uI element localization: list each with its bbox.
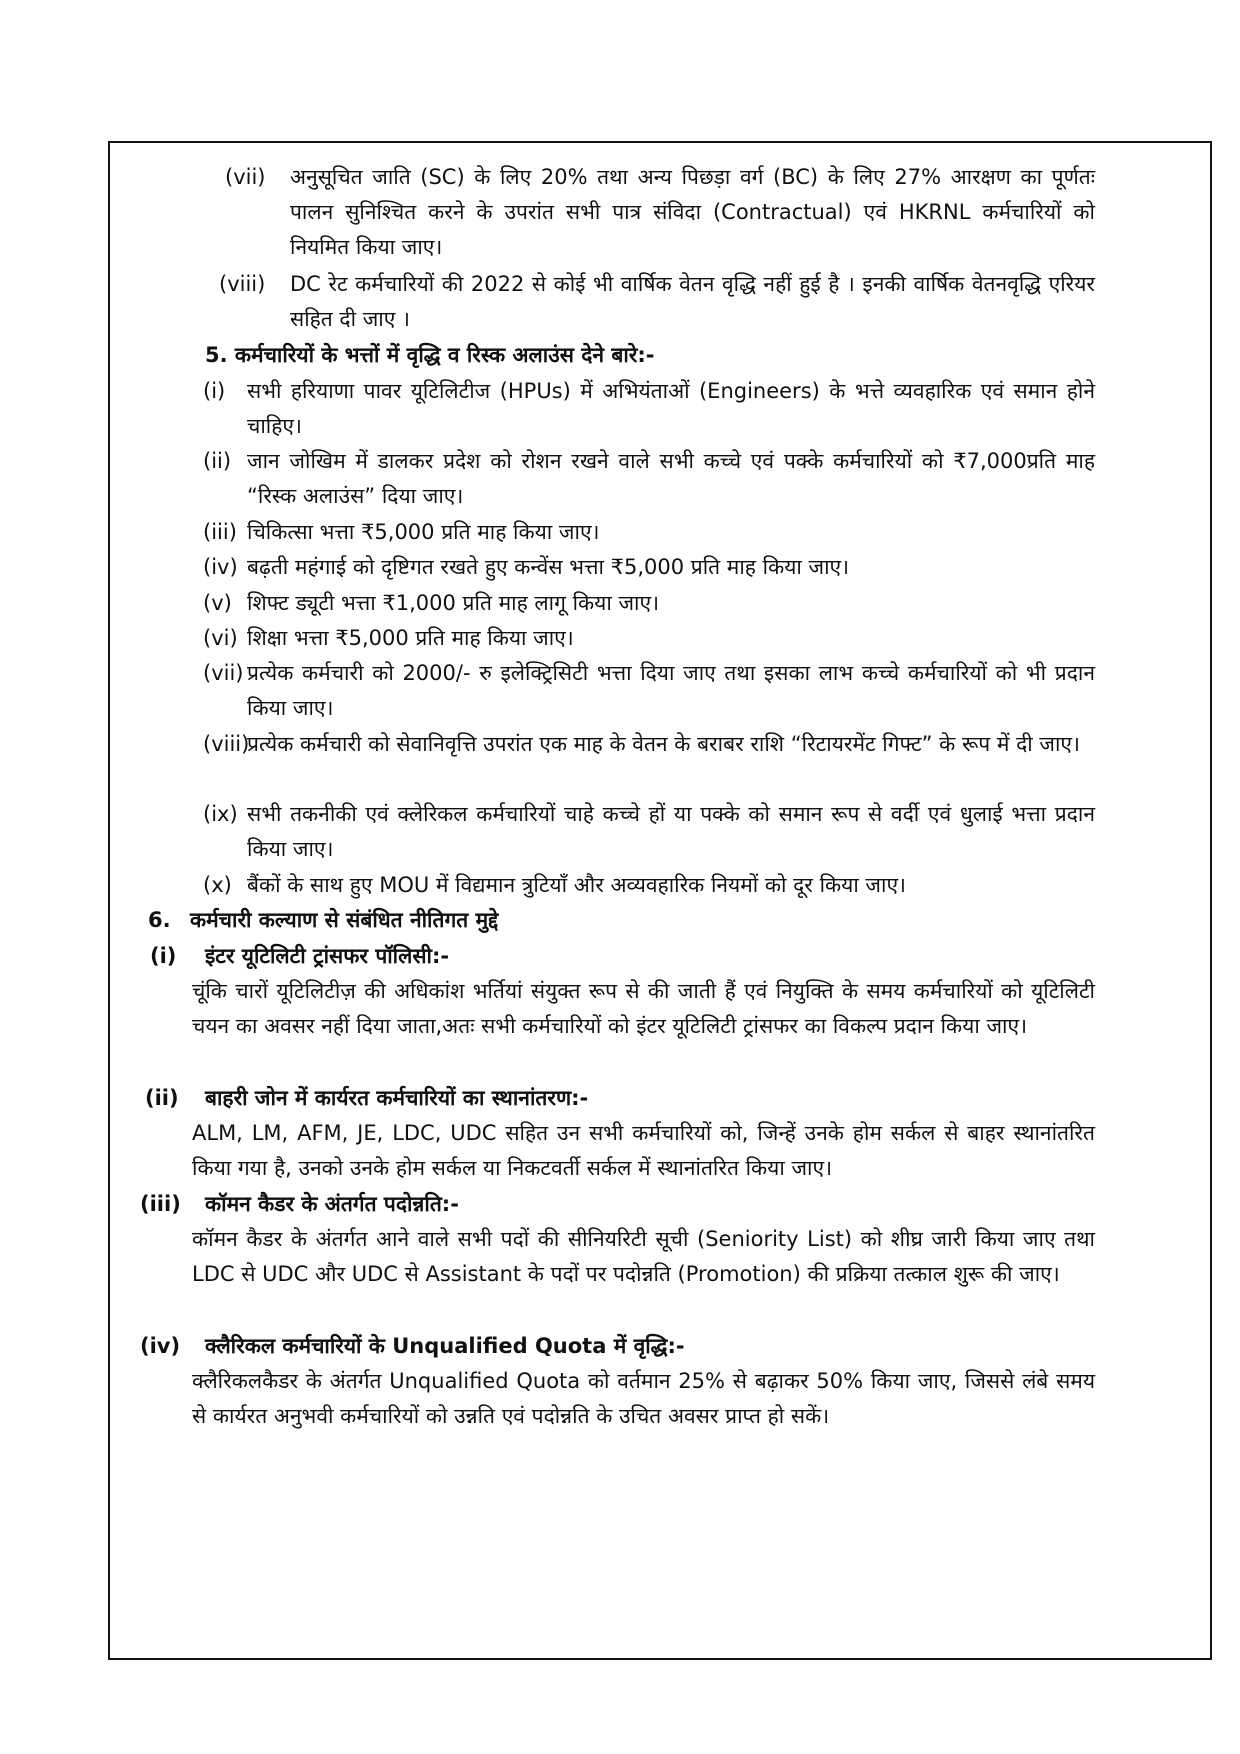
item-number: (v) (203, 591, 232, 615)
item-number: (vii) (203, 661, 244, 685)
section-6-heading: कर्मचारी कल्याण से संबंधित नीतिगत मुद्दे (190, 908, 499, 932)
item-number: (i) (150, 944, 177, 968)
item-number: (viii) (219, 272, 266, 296)
item-text: चिकित्सा भत्ता ₹5,000 प्रति माह किया जाए। (247, 520, 600, 544)
item-number: (iii) (203, 520, 237, 544)
subsection-text: कॉमन कैडर के अंतर्गत आने वाले सभी पदों की सीनियरिटी सूची (Seniority List) को शीघ्र जारी किया जाए तथा LDC से UDC और UDC से Assistant के पदों पर पदोन्नति (Promotion) की प्रक्रिया तत्काल शुरू की जाए। (192, 1227, 1095, 1286)
item-text: बढ़ती महंगाई को दृष्टिगत रखते हुए कन्वेंस भत्ता ₹5,000 प्रति माह किया जाए। (247, 555, 850, 579)
subsection-text: क्लैरिकलकैडर के अंतर्गत Unqualified Quota को वर्तमान 25% से बढ़ाकर 50% किया जाए, जिससे लंबे समय से कार्यरत अनुभवी कर्मचारियों को उन्नति एवं पदोन्नति के उचित अवसर प्राप्त हो सकें। (192, 1369, 1095, 1428)
subsection-text: ALM, LM, AFM, JE, LDC, UDC सहित उन सभी कर्मचारियों को, जिन्हें उनके होम सर्कल से बाहर स्थानांतरित किया गया है, उनको उनके होम सर्कल या निकटवर्ती सर्कल में स्थानांतरित किया जाए। (192, 1121, 1095, 1180)
item-text: सभी हरियाणा पावर यूटिलिटीज (HPUs) में अभियंताओं (Engineers) के भत्ते व्यवहारिक एवं समान होने चाहिए। (247, 379, 1095, 438)
item-number: (ii) (203, 449, 232, 473)
item-text: DC रेट कर्मचारियों की 2022 से कोई भी वार्षिक वेतन वृद्धि नहीं हुई है । इनकी वार्षिक वेतनवृद्धि एरियर सहित दी जाए । (290, 272, 1095, 331)
item-text: प्रत्येक कर्मचारी को 2000/- रु इलेक्ट्रिसिटी भत्ता दिया जाए तथा इसका लाभ कच्चे कर्मचारियों को भी प्रदान किया जाए। (247, 661, 1095, 720)
item-number: (vii) (225, 165, 266, 189)
item-text: सभी तकनीकी एवं क्लेरिकल कर्मचारियों चाहे कच्चे हों या पक्के को समान रूप से वर्दी एवं धुलाई भत्ता प्रदान किया जाए। (247, 802, 1095, 861)
item-number: (ix) (203, 802, 238, 826)
subsection-title: इंटर यूटिलिटी ट्रांसफर पॉलिसी:- (205, 944, 450, 968)
item-text: अनुसूचित जाति (SC) के लिए 20% तथा अन्य पिछड़ा वर्ग (BC) के लिए 27% आरक्षण का पूर्णतः पालन सुनिश्चित करने के उपरांत सभी पात्र संविदा (Contractual) एवं HKRNL कर्मचारियों को नियमित किया जाए। (290, 165, 1095, 259)
item-number: (iv) (203, 555, 238, 579)
item-text: जान जोखिम में डालकर प्रदेश को रोशन रखने वाले सभी कच्चे एवं पक्के कर्मचारियों को ₹7,000प्रति माह “रिस्क अलाउंस” दिया जाए। (247, 449, 1095, 508)
subsection-title: बाहरी जोन में कार्यरत कर्मचारियों का स्थानांतरण:- (205, 1086, 589, 1110)
subsection-title: क्लैरिकल कर्मचारियों के Unqualified Quota में वृद्धि:- (205, 1334, 685, 1358)
item-number: (ii) (145, 1086, 179, 1110)
item-number: (iii) (140, 1192, 181, 1216)
subsection-title: कॉमन कैडर के अंतर्गत पदोन्नति:- (205, 1192, 459, 1216)
item-text: शिक्षा भत्ता ₹5,000 प्रति माह किया जाए। (247, 626, 574, 650)
item-text: शिफ्ट ड्यूटी भत्ता ₹1,000 प्रति माह लागू किया जाए। (247, 591, 660, 615)
item-text: बैंकों के साथ हुए MOU में विद्यमान त्रुटियाँ और अव्यवहारिक नियमों को दूर किया जाए। (247, 873, 907, 897)
item-number: (vi) (203, 626, 238, 650)
item-number: (i) (203, 379, 226, 403)
item-text: प्रत्येक कर्मचारी को सेवानिवृत्ति उपरांत एक माह के वेतन के बराबर राशि “रिटायरमेंट गिफ्ट” के रूप में दी जाए। (247, 732, 1081, 756)
section-5-heading: 5. कर्मचारियों के भत्तों में वृद्धि व रिस्क अलाउंस देने बारे:- (205, 343, 655, 367)
item-number: (iv) (140, 1334, 181, 1358)
item-number: (viii) (203, 732, 250, 756)
item-number: (x) (203, 873, 232, 897)
section-6-number: 6. (148, 908, 171, 932)
subsection-text: चूंकि चारों यूटिलिटीज़ की अधिकांश भर्तियां संयुक्त रूप से की जाती हैं एवं नियुक्ति के समय कर्मचारियों को यूटिलिटी चयन का अवसर नहीं दिया जाता,अतः सभी कर्मचारियों को इंटर यूटिलिटी ट्रांसफर का विकल्प प्रदान किया जाए। (192, 979, 1095, 1038)
